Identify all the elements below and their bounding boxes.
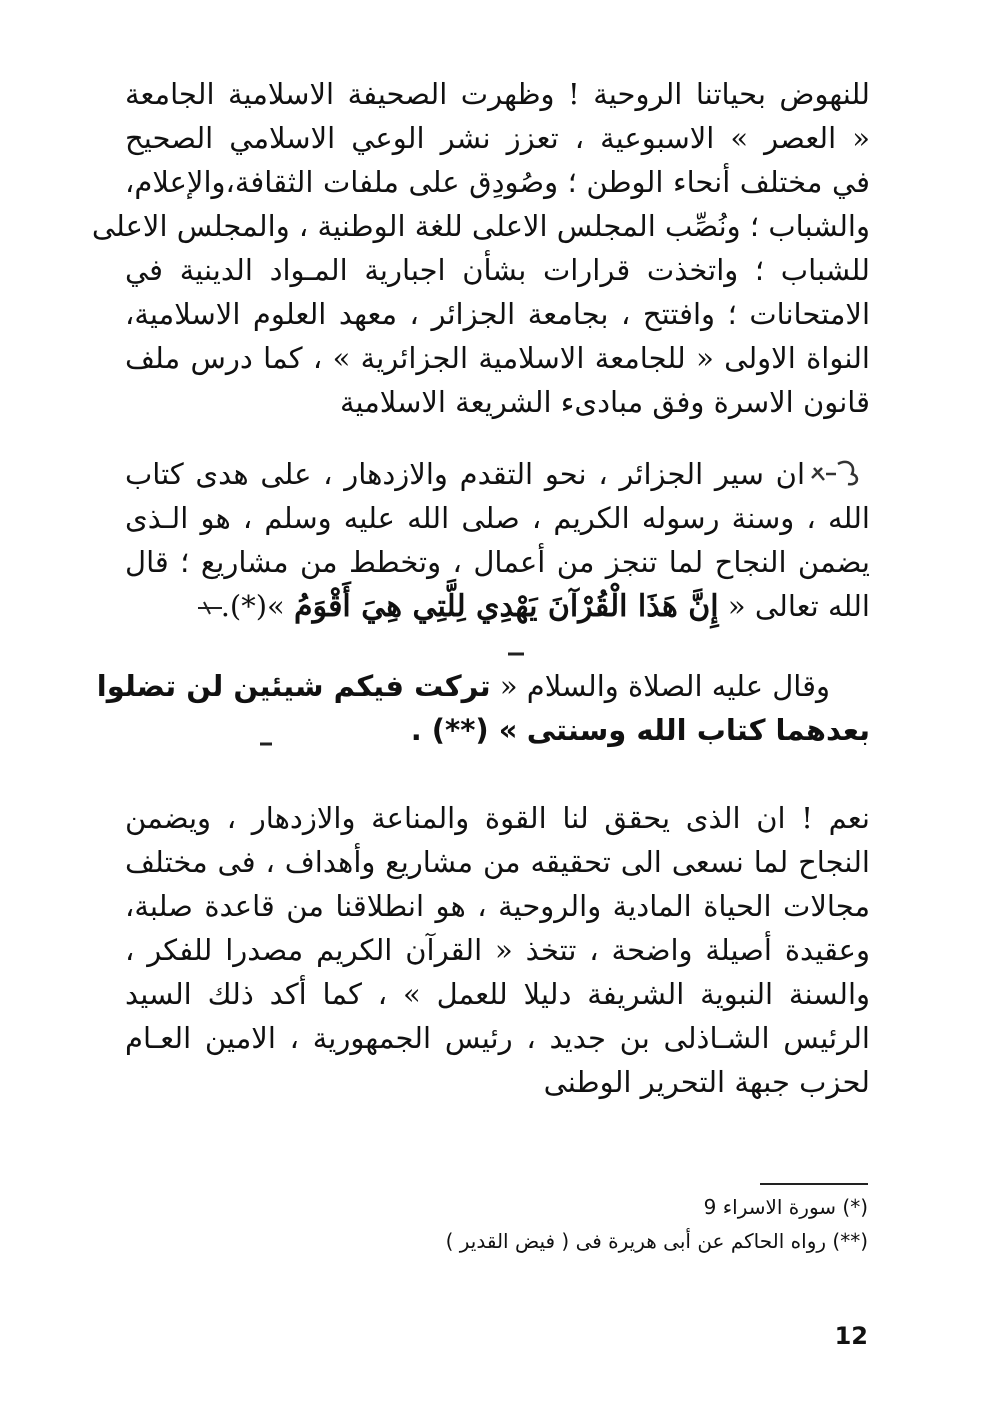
paragraph-1-line: الامتحانات ؛ وافتتح ، بجامعة الجزائر ، معهد العلوم الاسلامية، <box>125 297 870 331</box>
footnote-2: (**) رواه الحاكم عن أبى هريرة فى ( فيض القدير ) <box>445 1229 868 1253</box>
footnote-1: (*) سورة الاسراء 9 <box>703 1195 868 1219</box>
paragraph-4-line: مجالات الحياة المادية والروحية ، هو انطلاقنا من قاعدة صلبة، <box>125 889 870 923</box>
paragraph-2 <box>125 452 805 496</box>
paragraph-2-line: يضمن النجاح لما تنجز من أعمال ، وتخطط من مشاريع ؛ قال <box>125 545 870 579</box>
footnotes <box>300 1190 868 1258</box>
paragraph-1-line: للنهوض بحياتنا الروحية ! وظهرت الصحيفة الاسلامية الجامعة <box>125 77 870 111</box>
paragraph-4-line: لحزب جبهة التحرير الوطنى <box>543 1065 870 1099</box>
footnote-divider <box>760 1183 868 1185</box>
handwritten-margin-mark <box>808 454 868 494</box>
paragraph-1-line: قانون الاسرة وفق مبادىء الشريعة الاسلامية <box>339 385 870 419</box>
paragraph-2-line: الله ، وسنة رسوله الكريم ، صلى الله عليه وسلم ، هو الـذى <box>125 501 870 535</box>
quran-citation-prefix: الله تعالى « <box>727 589 870 623</box>
hadith-line-1 <box>96 664 870 708</box>
paragraph-4-line: والسنة النبوية الشريفة دليلا للعمل » ، كما أكد ذلك السيد <box>125 977 870 1011</box>
page-number: 12 <box>834 1322 868 1350</box>
hadith-text-2: بعدهما كتاب الله وسنتى <box>526 713 870 747</box>
hadith-prefix: وقال عليه الصلاة والسلام « <box>499 669 830 703</box>
paragraph-1-line: والشباب ؛ ونُصِّب المجلس الاعلى للغة الوطنية ، والمجلس الاعلى <box>91 209 870 243</box>
quran-citation-line <box>125 584 870 629</box>
paragraph-4-line: نعم ! ان الذى يحقق لنا القوة والمناعة والازدهار ، ويضمن <box>125 801 870 835</box>
paragraph-4-line: وعقيدة أصيلة واضحة ، تتخذ « القرآن الكريم مصدرا للفكر ، <box>125 933 870 967</box>
paragraph-1-line: « العصر » الاسبوعية ، تعزز نشر الوعي الاسلامي الصحيح <box>125 121 870 155</box>
paragraph-1 <box>91 72 870 424</box>
quran-verse: إِنَّ هَذَا الْقُرْآنَ يَهْدِي لِلَّتِي هِيَ أَقْوَمُ <box>294 589 719 624</box>
hadith-suffix: » (**) . <box>410 713 518 747</box>
strike-mark <box>196 598 224 624</box>
quran-citation-suffix: »(*). <box>220 589 285 623</box>
hadith-line-2 <box>125 708 870 752</box>
paragraph-4-line: النجاح لما نسعى الى تحقيقه من مشاريع وأهداف ، فى مختلف <box>125 845 870 879</box>
paragraph-2-continued <box>125 496 870 629</box>
paragraph-4-line: الرئيس الشـاذلى بن جديد ، رئيس الجمهورية ، الامين العـام <box>125 1021 870 1055</box>
paragraph-4 <box>125 796 870 1104</box>
paragraph-1-line: للشباب ؛ واتخذت قرارات بشأن اجبارية المـواد الدينية في <box>125 253 870 287</box>
hadith-text-1: تركت فيكم شيئين لن تضلوا <box>96 669 491 703</box>
paragraph-1-line: النواة الاولى « للجامعة الاسلامية الجزائرية » ، كما درس ملف <box>125 341 870 375</box>
ink-dash-mark <box>258 730 274 755</box>
paragraph-1-line: في مختلف أنحاء الوطن ؛ وصُودِق على ملفات الثقافة،والإعلام، <box>125 165 870 199</box>
ink-dot-mark <box>506 640 526 665</box>
paragraph-3 <box>96 664 870 752</box>
paragraph-2-line: ان سير الجزائر ، نحو التقدم والازدهار ، على هدى كتاب <box>125 457 805 491</box>
